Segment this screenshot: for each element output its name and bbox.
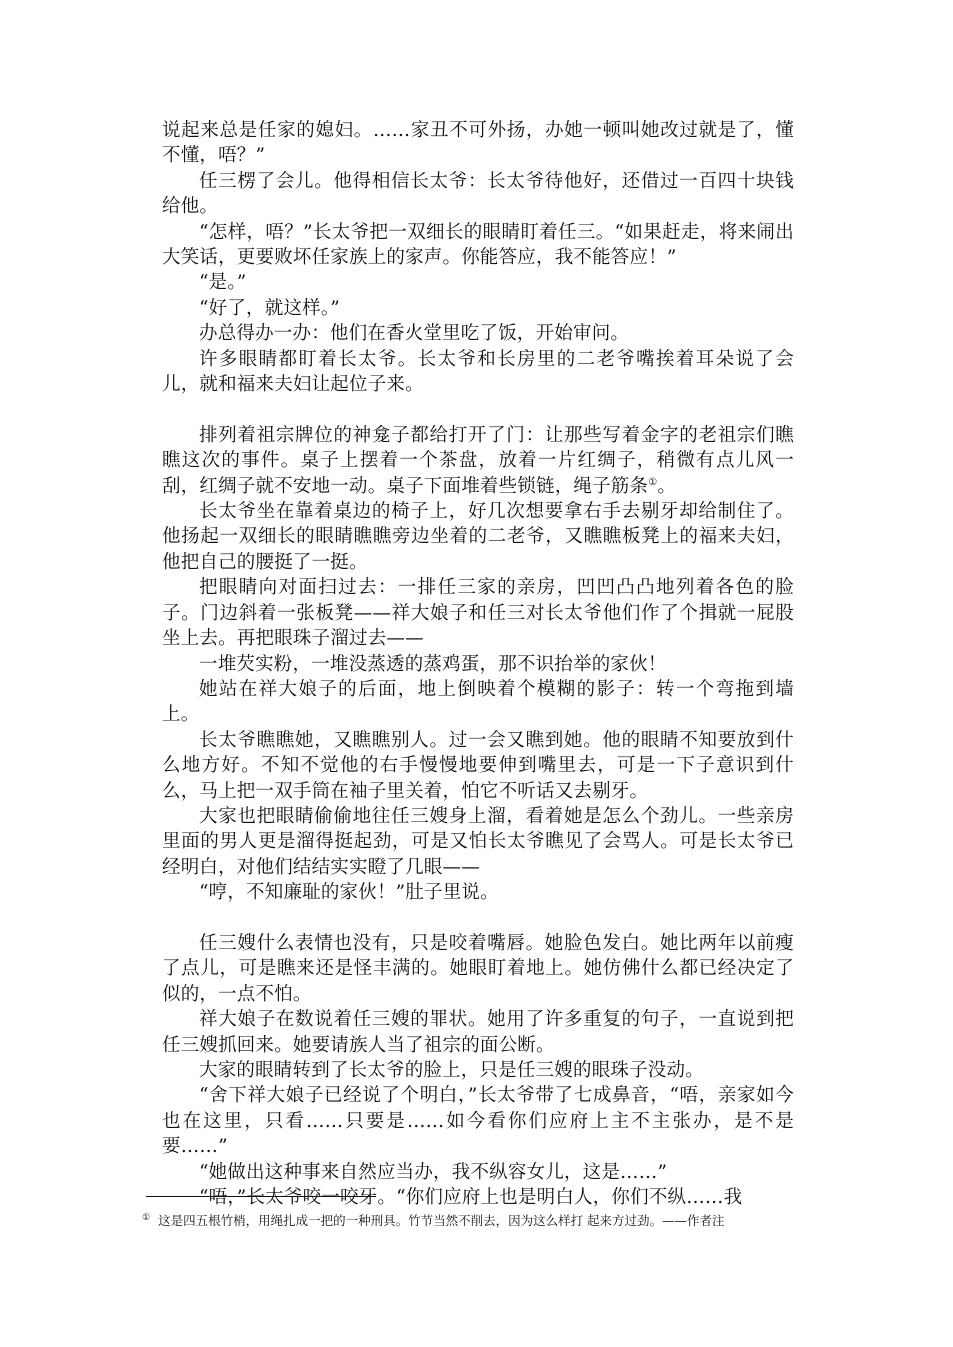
paragraph: “舍下祥大娘子已经说了个明白，”长太爷带了七成鼻音，“唔，亲家如今也在这里，只看……只要是……如今看你们应府上主不主张办，是不是要……” [162,1085,794,1158]
paragraph: “好了，就这样。” [199,297,340,319]
footnote-divider [146,1196,376,1197]
paragraph: 大家也把眼睛偷偷地往任三嫂身上溜，看着她是怎么个劲儿。一些亲房里面的男人更是溜得挺起劲，可是又怕长太爷瞧见了会骂人。可是长太爷已经明白，对他们结结实实瞪了几眼—— [162,805,794,878]
paragraph: 任三嫂什么表情也没有，只是咬着嘴唇。她脸色发白。她比两年以前瘦了点儿，可是瞧来还是怪丰满的。她眼盯着地上。她仿佛什么都已经决定了似的，一点不怕。 [162,932,794,1005]
section-break [162,906,794,931]
paragraph: “是。” [199,272,247,294]
paragraph: 把眼睛向对面扫过去：一排任三家的亲房，凹凹凸凸地列着各色的脸子。门边斜着一张板凳——祥大娘子和任三对长太爷他们作了个揖就一屁股坐上去。再把眼珠子溜过去—— [162,577,794,650]
paragraph-tail: 。 [657,475,677,497]
paragraph [162,423,794,499]
paragraph: “怎样，唔？”长太爷把一双细长的眼睛盯着任三。“如果赶走，将来闹出大笑话，更要败坏任家族上的家声。你能答应，我不能答应！” [162,221,794,269]
paragraph: 长太爷坐在靠着桌边的椅子上，好几次想要拿右手去剔牙却给制住了。他扬起一双细长的眼睛瞧瞧旁边坐着的二老爷，又瞧瞧板凳上的福来夫妇，他把自己的腰挺了一挺。 [162,501,794,573]
footnote-reference[interactable]: ① [648,476,658,488]
paragraph: 任三楞了会儿。他得相信长太爷：长太爷待他好，还借过一百四十块钱给他。 [162,170,794,218]
paragraph: “唔，”长太爷咬一咬牙。“你们应府上也是明白人，你们不纵……我 [199,1187,743,1209]
paragraph: 办总得办一办：他们在香火堂里吃了饭，开始审问。 [199,323,630,345]
footnote-mark: ① [142,1212,151,1223]
paragraph: 一堆芡实粉，一堆没蒸透的蒸鸡蛋，那不识抬举的家伙！ [199,653,667,675]
paragraph: 许多眼睛都盯着长太爷。长太爷和长房里的二老爷嘴挨着耳朵说了会儿，就和福来夫妇让起位子来。 [162,348,794,396]
paragraph: 说起来总是任家的媳妇。……家丑不可外扬，办她一顿叫她改过就是了，懂不懂，唔？” [162,120,794,167]
footnote [142,1212,822,1230]
footnote-text: 这是四五根竹梢，用绳扎成一把的一种刑具。竹节当然不削去，因为这么样打 起来方过劲。——作者注 [158,1213,725,1228]
body-text [162,118,794,1210]
paragraph: 大家的眼睛转到了长太爷的脸上，只是任三嫂的眼珠子没动。 [199,1060,704,1081]
section-break [162,397,794,422]
paragraph: “她做出这种事来自然应当办，我不纵容女儿，这是……” [199,1161,668,1183]
paragraph-text: 排列着祖宗牌位的神龛子都给打开了门：让那些写着金字的老祖宗们瞧瞧这次的事件。桌子上摆着一个茶盘，放着一片红绸子，稍微有点儿风一刮，红绸子就不安地一动。桌子下面堆着些锁链，绳子筋条 [162,424,794,497]
paragraph: 她站在祥大娘子的后面，地上倒映着个模糊的影子：转一个弯拖到墙上。 [162,678,794,726]
paragraph: 祥大娘子在数说着任三嫂的罪状。她用了许多重复的句子，一直说到把任三嫂抓回来。她要请族人当了祖宗的面公断。 [162,1009,794,1056]
paragraph: 长太爷瞧瞧她，又瞧瞧别人。过一会又瞧到她。他的眼睛不知要放到什么地方好。不知不觉他的右手慢慢地要伸到嘴里去，可是一下子意识到什么，马上把一双手筒在袖子里关着，怕它不听话又去剔牙。 [162,729,794,802]
paragraph: “哼，不知廉耻的家伙！”肚子里说。 [199,882,499,904]
